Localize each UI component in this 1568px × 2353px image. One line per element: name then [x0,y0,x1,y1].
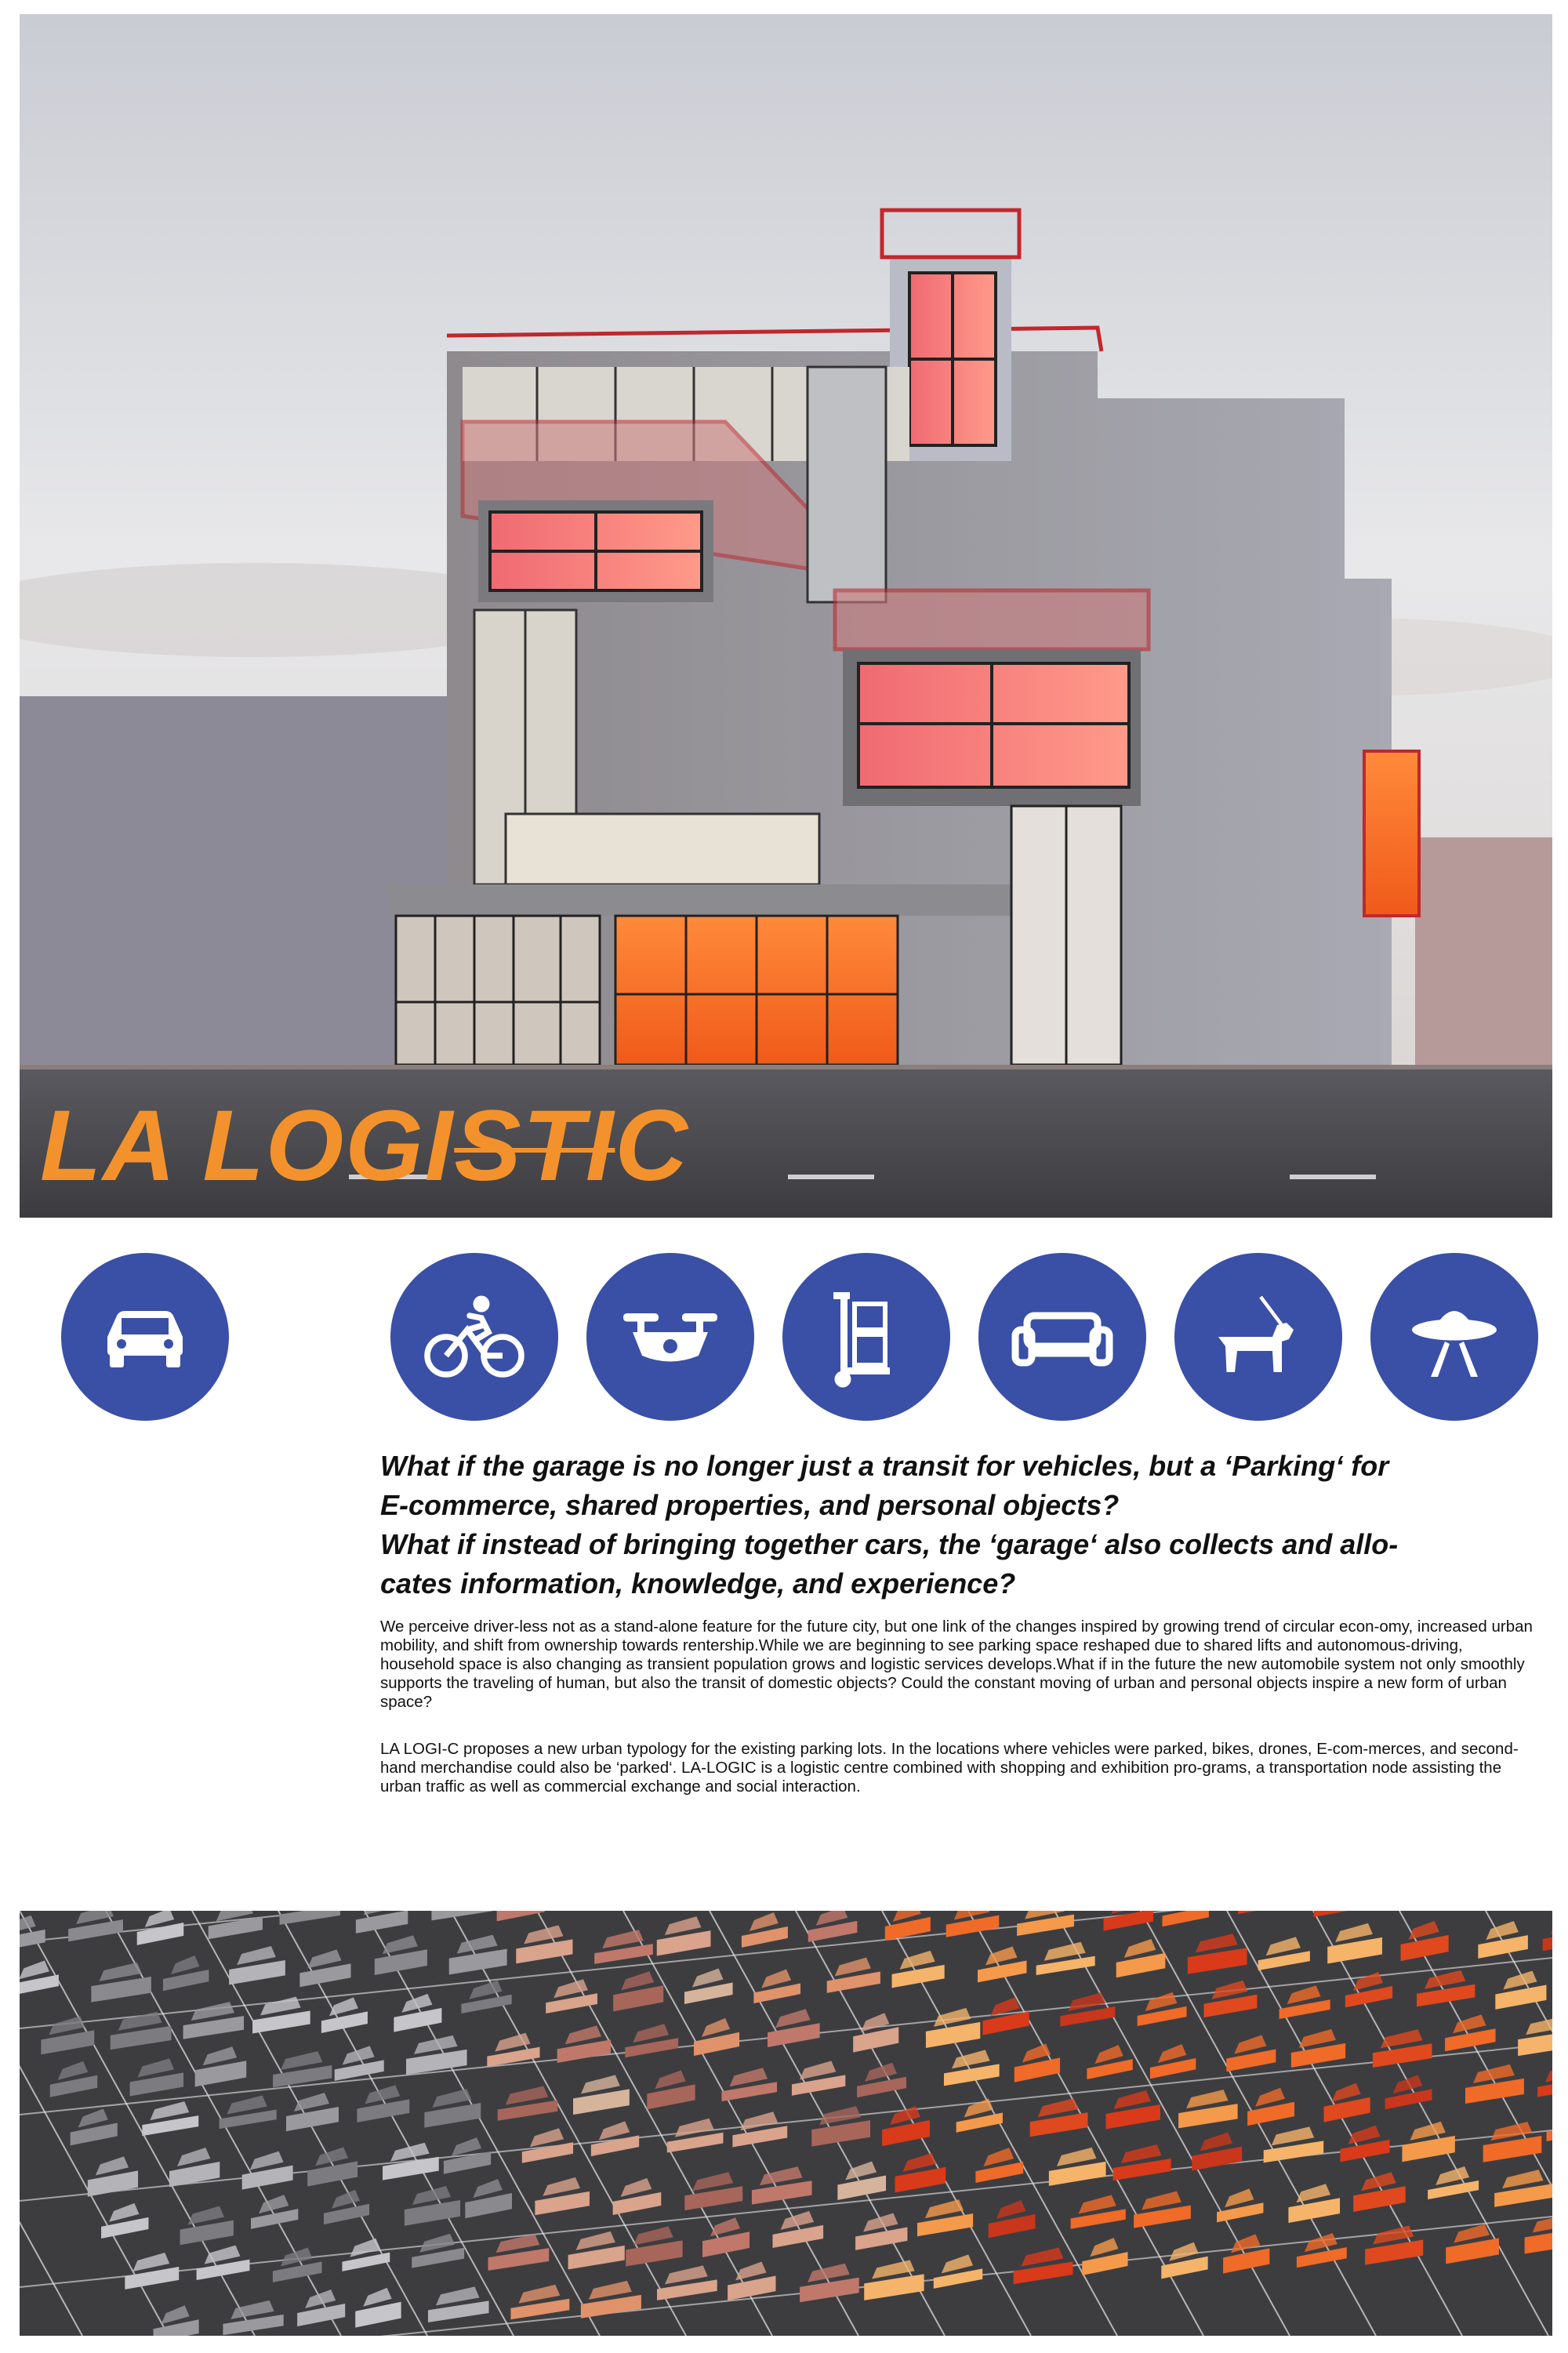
parked-object [286,2093,339,2131]
parked-object [130,2058,184,2096]
parked-object [1365,2226,1423,2265]
parked-object [772,2211,823,2248]
parked-object [895,2153,946,2193]
parked-object [667,2119,724,2153]
parked-object [163,1955,209,1991]
parked-object [732,2112,787,2147]
parking-lot-rendering [20,1911,1552,2336]
parked-object [613,1971,663,2011]
parked-object [1150,2044,1196,2079]
parked-object [342,2239,390,2271]
parked-object [944,2050,1000,2086]
parked-object [252,1996,310,2033]
parked-object [1087,2045,1132,2079]
parked-object [229,1946,285,1984]
parked-object [1345,1972,1392,2007]
parked-object [101,2203,148,2239]
parked-object [20,1960,59,1995]
parked-object [251,2195,298,2229]
parked-object [1138,1992,1187,2026]
parked-object [125,2253,179,2289]
parked-object [1288,2184,1340,2223]
parked-object [853,2013,898,2052]
parked-object [684,1969,733,2004]
parked-object [1445,2014,1496,2051]
parked-object [510,2285,569,2320]
drone-icon [586,1253,754,1421]
parked-object [1478,1921,1528,1959]
parked-object [223,2300,283,2335]
parked-object [498,2086,558,2121]
lane-line [451,1911,686,2336]
paragraph-1: We perceive driver-less not as a stand-alone feature for the future city, but one link of the changes inspired by growing trend of circular econ-omy, increased urban mobility, and shift from ownership towards rentership.While we are beginning to see parking space reshaped due to shared lifts and autonomous-driving, household space is also changing as transient population grows and logistic services develops.What if in the future the new automobile system not only smoothly supports the traveling of human, but also the transit of domestic objects? Could the constant moving of urban and personal objects inspire a new form of urban space? [380,1618,1533,1711]
question-2-line-2: cates information, knowledge, and experience? [380,1567,1016,1600]
parked-object [220,2095,277,2129]
parked-object [1525,2213,1552,2253]
parked-object [1402,2122,1454,2162]
parked-object [355,2288,401,2328]
parked-object [1465,2064,1524,2104]
parked-object [535,2177,590,2215]
parked-object [20,1915,45,1952]
parked-object [431,1911,492,1920]
parked-object [1226,2035,1276,2072]
parked-object [626,2226,682,2266]
lane-line [1227,1911,1462,2336]
parked-object [1163,1911,1209,1926]
parked-object [142,2101,198,2136]
parked-object [406,2035,467,2075]
parked-object [864,2260,924,2300]
car-icon [61,1253,229,1421]
question-1-line-2: E-commerce, shared properties, and personal objects? [380,1489,1120,1521]
parked-object [546,1979,597,2013]
parked-object [516,1925,572,1963]
parked-object [307,2147,358,2186]
question-1-line-1: What if the garage is no longer just a transit for vehicles, but a ‘Parking‘ for [380,1450,1389,1482]
parked-object [568,2231,625,2270]
parked-object [297,2289,345,2326]
parked-object [768,2009,820,2047]
parked-object [647,2070,695,2109]
parked-object [1264,2126,1323,2162]
parked-object [989,2200,1036,2238]
parked-object [412,2234,464,2268]
hero-title [40,1090,689,1202]
parked-object [827,1958,880,1993]
parked-object [209,1911,263,1939]
parked-object [71,2108,118,2145]
parked-object [1324,2083,1370,2122]
parked-object [613,2178,662,2215]
transport-icon-row [0,1253,1568,1425]
lane-line [537,1911,772,2336]
lane-line [1313,1911,1548,2336]
parked-object [280,1911,340,1925]
parked-object [375,1935,427,1975]
parked-object [1291,2029,1345,2068]
parked-object [394,1994,441,2032]
parked-object [742,1912,788,1948]
parked-object [1353,2172,1406,2212]
parked-object [465,2179,512,2218]
parked-object [1036,1942,1095,1975]
question-2-line-1: What if instead of bringing together cars, the ‘garage‘ also collects and allo- [380,1528,1399,1560]
parked-object [180,2206,234,2246]
parked-object [1238,1911,1290,1914]
parked-object [1116,1939,1166,1977]
parked-object [1483,2122,1542,2162]
parked-object [424,2089,481,2128]
parked-object [1014,2248,1073,2285]
parked-object [1446,2224,1499,2264]
parked-object [183,2002,244,2039]
parked-object [1030,2098,1088,2137]
parked-object [428,2286,489,2322]
parked-object [694,2018,739,2056]
parked-object [1014,2043,1060,2082]
parked-object [1417,1970,1475,2007]
building-rendering-image [20,14,1552,1218]
parked-object [88,2156,138,2196]
ufo-icon [1370,1253,1538,1421]
parked-object [808,1911,858,1942]
parked-object [1247,2088,1294,2126]
parked-object [1071,2195,1126,2228]
parked-object [800,2264,859,2302]
parked-object [1495,1970,1546,2009]
hand-truck-icon [782,1253,950,1421]
dog-icon [1174,1253,1342,1421]
title-strike: STI [454,1090,615,1202]
parked-object [1178,2090,1237,2128]
parked-object [1113,2144,1171,2181]
parked-object [581,2281,641,2319]
lane-line [365,1911,600,2336]
title-prefix: LA LOGI [40,1090,455,1202]
parked-object [1188,1934,1247,1974]
parked-object [1217,2188,1263,2222]
parked-object [1547,2108,1552,2141]
parked-object [1105,2090,1160,2130]
paragraph-2: LA LOGI-C proposes a new urban typology for the existing parking lots. In the locations where vehicles were parked, bikes, drones, E-com-merces, and second-hand merchandise could also be ‘parked‘. LA-LOGIC is a logistic centre combined with shopping and exhibition pro-grams, a transportation node assisting the urban traffic as well as commercial exchange and social interaction. [380,1740,1519,1796]
hero-rendering [20,14,1552,1218]
parked-object [1161,2242,1207,2279]
parked-object [335,2046,384,2080]
parked-object [1327,1923,1382,1964]
parked-object [625,2024,678,2057]
parked-object [892,1951,945,1988]
parked-object [1543,1915,1552,1951]
parked-object [1223,2234,1269,2273]
title-suffix: C [615,1090,689,1202]
parked-object [855,2213,907,2250]
bicycle-icon [390,1253,558,1421]
parked-object [1314,1911,1366,1917]
parked-object [1258,1937,1310,1970]
parked-object [1537,2064,1552,2097]
body-text [380,1618,1541,1796]
parked-object [573,2075,630,2115]
parked-object [1518,2016,1552,2056]
parked-object [857,2063,906,2097]
parked-object [497,1911,545,1921]
lane-line [1486,1911,1552,2336]
parking-lot-image [20,1911,1552,2336]
parked-object [522,2128,573,2163]
parked-object [50,2061,97,2097]
parked-object [594,1930,653,1964]
parked-object [591,2121,639,2156]
parked-object [405,2186,460,2226]
parked-object [299,1949,350,1987]
parked-object [273,2051,332,2087]
parked-object [488,2234,550,2271]
parked-object [1494,2170,1552,2207]
parked-object [273,2247,322,2282]
parked-object [1104,1911,1153,1931]
parked-object [917,2199,973,2236]
parked-object [449,1935,507,1975]
parked-object [137,1911,184,1945]
text-block [380,1447,1541,1825]
parked-object [946,1911,1000,1937]
parked-object [792,2061,845,2095]
parked-object [657,1916,711,1955]
parked-object [195,2046,247,2086]
parked-object [982,1997,1029,2035]
parked-object [684,2172,742,2210]
parked-object [1060,1992,1115,2026]
parked-object [1134,2191,1191,2228]
parked-object [978,1946,1026,1982]
parked-object [1385,2075,1432,2109]
parked-object [1279,1985,1330,2019]
parked-object [837,2161,886,2200]
parked-object [657,2265,717,2300]
parked-object [356,1911,408,1934]
parked-object [68,1911,123,1941]
parked-object [1340,2126,1389,2162]
sofa-icon [978,1253,1146,1421]
parked-object [91,1963,151,2003]
parked-object [1049,2148,1106,2186]
parked-object [357,2085,409,2122]
parked-object [197,2246,250,2280]
parked-object [752,2166,812,2204]
parked-object [926,2008,980,2048]
parked-object [721,2068,777,2101]
questions [380,1447,1541,1603]
parked-object [1082,2238,1127,2275]
parked-object [1204,1981,1258,2017]
parked-object [753,1970,800,2004]
parked-object [934,2254,982,2288]
parked-object [1192,2133,1242,2171]
